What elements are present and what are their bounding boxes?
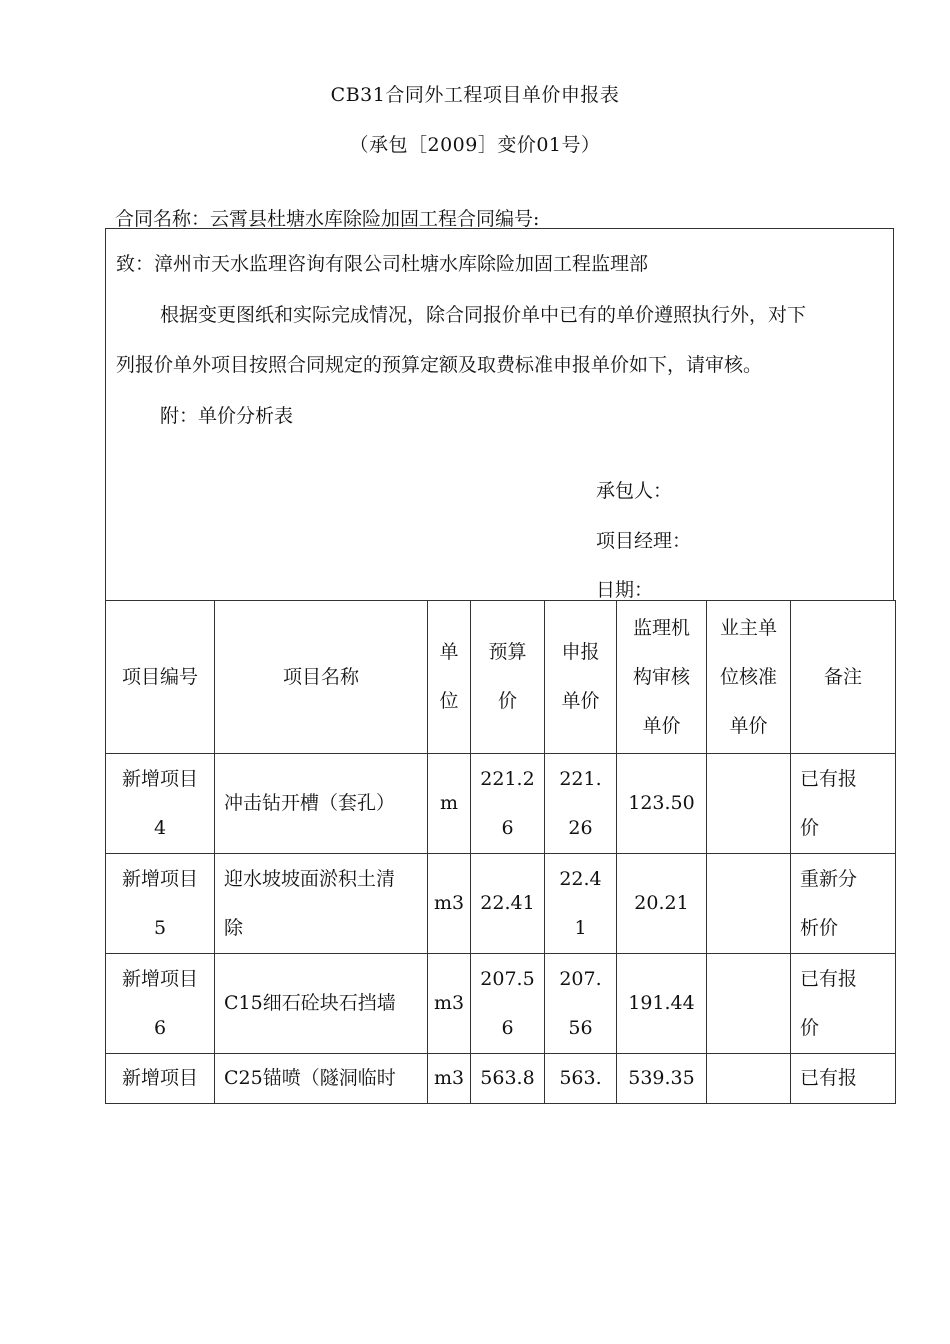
table-header-row: [106, 601, 896, 754]
header-budget-text: 预算价: [488, 641, 527, 712]
cell-owner: [707, 1054, 791, 1104]
page-subtitle: （承包［2009］变价01号）: [349, 134, 601, 156]
header-supervisor: [617, 601, 707, 754]
cell-declared: [545, 754, 617, 854]
cell-name: [215, 854, 428, 954]
contractor-signature-label: 承包人：: [596, 480, 673, 502]
cell-supervisor: [617, 854, 707, 954]
cell-remark: [791, 754, 896, 854]
cell-unit-text: m: [439, 792, 459, 814]
letter-attachment: 附：单价分析表: [160, 405, 294, 427]
cell-supervisor-text: 123.50: [628, 792, 695, 814]
header-owner: [707, 601, 791, 754]
cell-declared: [545, 1054, 617, 1104]
letter-recipient: 致：漳州市天水监理咨询有限公司杜塘水库除险加固工程监理部: [116, 253, 649, 275]
cell-remark-text: 已有报价: [800, 967, 858, 1039]
cell-unit-text: m3: [433, 1067, 465, 1089]
cell-supervisor: [617, 754, 707, 854]
cell-declared-text: 563.: [559, 1067, 602, 1089]
cell-budget: [471, 954, 545, 1054]
cell-code-text: 新增项目: [121, 1067, 198, 1089]
cell-remark: [791, 954, 896, 1054]
cell-unit-text: m3: [433, 992, 465, 1014]
cell-code: [106, 854, 215, 954]
header-remark: [791, 601, 896, 754]
cell-owner: [707, 754, 791, 854]
header-declared-text: 申报单价: [561, 641, 600, 712]
header-unit: [428, 601, 471, 754]
cell-supervisor-text: 20.21: [634, 892, 689, 914]
cell-unit: [428, 854, 471, 954]
cell-name: [215, 1054, 428, 1104]
cell-code: [106, 1054, 215, 1104]
date-label: 日期：: [596, 579, 654, 601]
cell-remark-text: 重新分析价: [800, 867, 858, 939]
cell-declared-text: 207.56: [559, 967, 602, 1039]
contract-name-line: 合同名称：云霄县杜塘水库除险加固工程合同编号:: [115, 208, 540, 230]
header-code: [106, 601, 215, 754]
header-supervisor-text: 监理机构审核单价: [632, 616, 690, 737]
letter-box: [105, 228, 894, 600]
cell-budget-text: 221.26: [480, 767, 535, 839]
cell-name-text: 迎水坡坡面淤积土清除: [224, 867, 396, 939]
cell-unit: [428, 954, 471, 1054]
header-remark-text: 备注: [823, 665, 862, 688]
unit-price-table: [105, 600, 896, 1104]
cell-owner: [707, 954, 791, 1054]
cell-budget: [471, 854, 545, 954]
cell-name-text: 冲击钻开槽（套孔）: [224, 792, 396, 814]
cell-unit-text: m3: [433, 892, 465, 914]
cell-budget-text: 207.56: [480, 967, 535, 1039]
cell-name: [215, 754, 428, 854]
header-name-text: 项目名称: [282, 665, 359, 688]
letter-paragraph-line-2: 列报价单外项目按照合同规定的预算定额及取费标准申报单价如下，请审核。: [116, 354, 763, 376]
cell-remark-text: 已有报: [800, 1067, 858, 1089]
project-manager-label: 项目经理：: [596, 530, 692, 552]
cell-owner: [707, 854, 791, 954]
cell-declared: [545, 854, 617, 954]
header-owner-text: 业主单位核准单价: [719, 616, 777, 737]
cell-unit: [428, 754, 471, 854]
header-declared: [545, 601, 617, 754]
cell-name: [215, 954, 428, 1054]
header-code-text: 项目编号: [121, 665, 198, 688]
cell-remark: [791, 1054, 896, 1104]
cell-name-text: C15细石砼块石挡墙: [224, 992, 396, 1014]
cell-budget: [471, 1054, 545, 1104]
cell-supervisor-text: 539.35: [628, 1067, 695, 1089]
cell-supervisor: [617, 954, 707, 1054]
cell-budget: [471, 754, 545, 854]
cell-supervisor: [617, 1054, 707, 1104]
cell-remark: [791, 854, 896, 954]
cell-budget-text: 563.8: [480, 1067, 535, 1089]
table-row: [106, 754, 896, 854]
letter-paragraph-line-1: 根据变更图纸和实际完成情况，除合同报价单中已有的单价遵照执行外，对下: [160, 304, 807, 326]
header-name: [215, 601, 428, 754]
cell-declared: [545, 954, 617, 1054]
cell-declared-text: 221.26: [559, 767, 602, 839]
cell-unit: [428, 1054, 471, 1104]
table-row: [106, 954, 896, 1054]
cell-supervisor-text: 191.44: [628, 992, 695, 1014]
cell-declared-text: 22.41: [559, 867, 602, 939]
table-row: [106, 1054, 896, 1104]
cell-code-text: 新增项目5: [121, 867, 198, 939]
cell-budget-text: 22.41: [480, 892, 535, 914]
cell-remark-text: 已有报价: [800, 767, 858, 839]
page-title: CB31合同外工程项目单价申报表: [330, 84, 620, 106]
header-budget: [471, 601, 545, 754]
header-unit-text: 单位: [439, 641, 459, 712]
cell-code: [106, 954, 215, 1054]
cell-code: [106, 754, 215, 854]
cell-name-text: C25锚喷（隧洞临时: [224, 1067, 396, 1089]
cell-code-text: 新增项目4: [121, 767, 198, 839]
cell-code-text: 新增项目6: [121, 967, 198, 1039]
table-row: [106, 854, 896, 954]
